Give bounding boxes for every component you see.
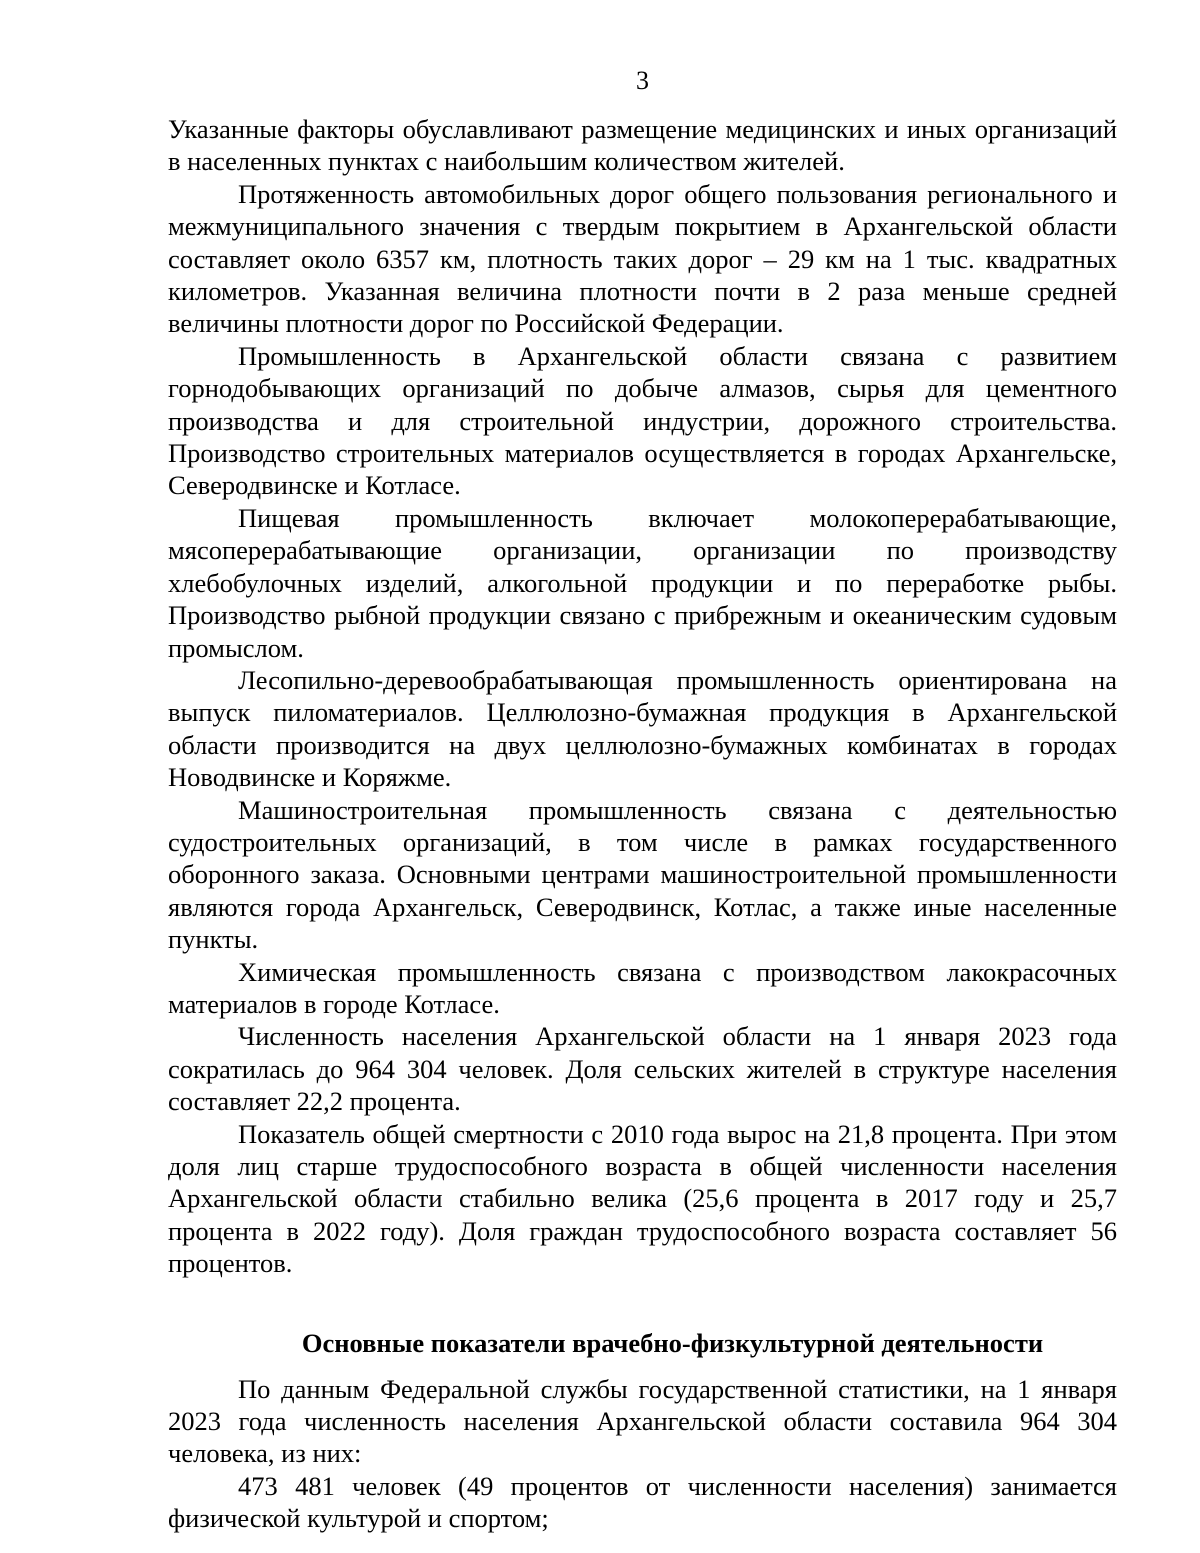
paragraph: 473 481 человек (49 процентов от численности населения) занимается физической культурой и спортом; <box>168 1470 1117 1534</box>
paragraph: Машиностроительная промышленность связана с деятельностью судостроительных организаций, в том числе в рамках государственного оборонного заказа. Основными центрами машиностроительной промышленности являются города Архангельск, Северодвинск, Котлас, а также иные населенные пункты. <box>168 794 1117 955</box>
paragraph: Пищевая промышленность включает молокоперерабатывающие, мясоперерабатывающие организации, организации по производству хлебобулочных изделий, алкогольной продукции и по переработке рыбы. Производство рыбной продукции связано с прибрежным и океаническим судовым промыслом. <box>168 502 1117 663</box>
paragraph: Указанные факторы обуславливают размещение медицинских и иных организаций в населенных пунктах с наибольшим количеством жителей. <box>168 114 1117 177</box>
paragraph: Протяженность автомобильных дорог общего пользования регионального и межмуниципального значения с твердым покрытием в Архангельской области составляет около 6357 км, плотность таких дорог – 29 км на 1 тыс. квадратных километров. Указанная величина плотности почти в 2 раза меньше средней величины плотности дорог по Российской Федерации. <box>168 178 1117 339</box>
paragraph: Лесопильно-деревообрабатывающая промышленность ориентирована на выпуск пиломатериалов. Целлюлозно-бумажная продукция в Архангельской области производится на двух целлюлозно-бумажных комбинатах в городах Новодвинске и Коряжме. <box>168 664 1117 793</box>
paragraph: По данным Федеральной службы государственной статистики, на 1 января 2023 года численность населения Архангельской области составила 964 304 человека, из них: <box>168 1373 1117 1469</box>
paragraph: Показатель общей смертности с 2010 года вырос на 21,8 процента. При этом доля лиц старше трудоспособного возраста в общей численности населения Архангельской области стабильно велика (25,6 процента в 2017 году и 25,7 процента в 2022 году). Доля граждан трудоспособного возраста составляет 56 процентов. <box>168 1118 1117 1279</box>
paragraph: Численность населения Архангельской области на 1 января 2023 года сократилась до 964 304 человек. Доля сельских жителей в структуре населения составляет 22,2 процента. <box>168 1021 1117 1117</box>
page-number: 3 <box>636 66 649 95</box>
paragraph: Промышленность в Архангельской области связана с развитием горнодобывающих организаций по добыче алмазов, сырья для цементного производства и для строительной индустрии, дорожного строительства. Производство строительных материалов осуществляется в городах Архангельске, Северодвинске и Котласе. <box>168 340 1117 501</box>
document-body <box>168 113 1117 1535</box>
section-heading: Основные показатели врачебно-физкультурной деятельности <box>301 1327 1044 1358</box>
paragraph: Химическая промышленность связана с производством лакокрасочных материалов в городе Котласе. <box>168 956 1117 1019</box>
